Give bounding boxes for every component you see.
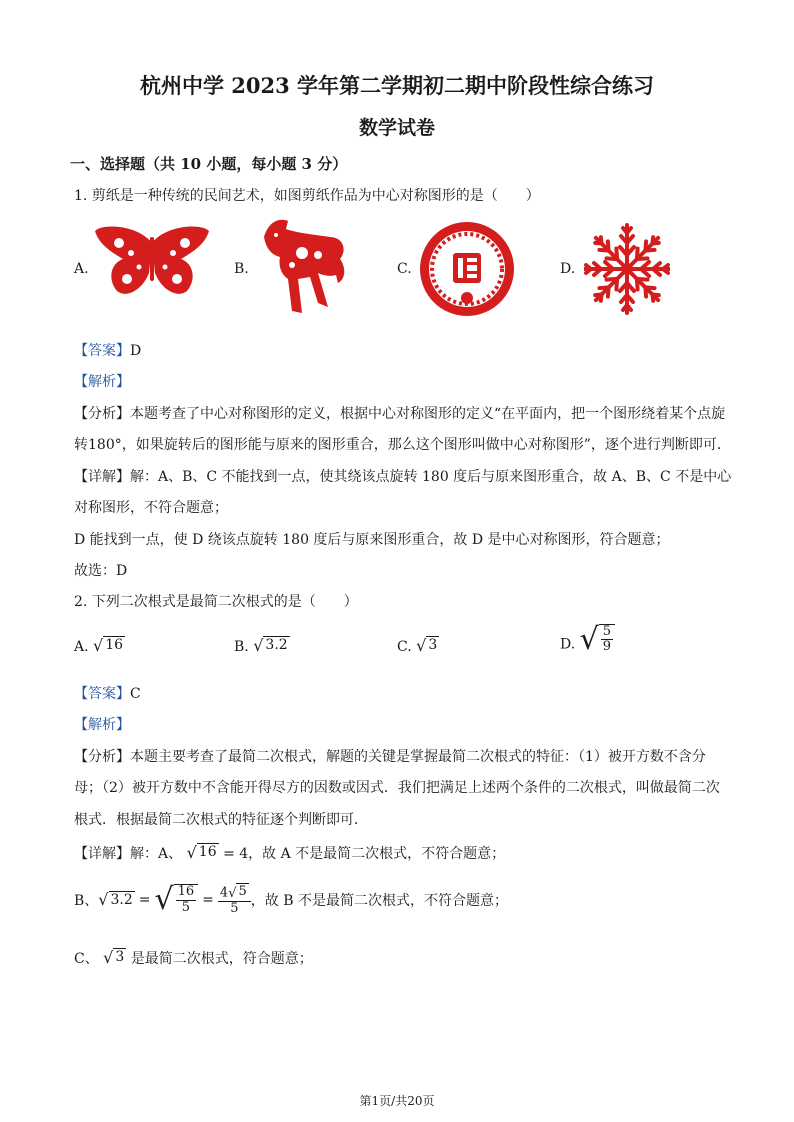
q1-fenxi-line-2: 转180°，如果旋转后的图形能与原来的图形重合，那么这个图形叫做中心对称图形”，逐个进行判断即可． <box>74 437 731 453</box>
q1-fenxi-line-1 <box>74 403 725 423</box>
q2-fenxi-line-2: 母；（2）被开方数中不含能开得尽方的因数或因式．我们把满足上述两个条件的二次根式，叫做最简二次 <box>74 780 720 796</box>
numerator: 16 <box>177 884 195 900</box>
q1-option-a-label: A. <box>74 261 89 277</box>
q2-detail-b <box>74 883 508 916</box>
butterfly-papercut-icon <box>93 223 211 303</box>
q1-analysis-tag <box>74 371 130 391</box>
q2-option-b <box>234 636 290 655</box>
horse-papercut-icon <box>258 215 350 321</box>
fraction <box>176 885 197 915</box>
q1-detail-line-3: D 能找到一点，使 D 绕该点旋转 180 度后与原来图形重合，故 D 是中心对称图形，符合题意； <box>74 532 670 548</box>
q1-option-d-label: D. <box>560 261 576 277</box>
equals-sign: = <box>202 891 214 908</box>
numerator: 5 <box>602 624 612 639</box>
radicand: 3.2 <box>265 637 288 653</box>
sqrt-expression: √ 3.2 <box>253 635 288 655</box>
sqrt-expression: √ 5 <box>228 884 247 901</box>
section-heading: 一、选择题（共 10 小题，每小题 3 分） <box>70 155 348 173</box>
equation-result: = 4 <box>223 846 249 862</box>
snowflake-papercut-icon <box>584 221 670 317</box>
answer-value: C <box>130 686 141 702</box>
coefficient: 4 <box>219 885 229 901</box>
question-2-stem: 2. 下列二次根式是最简二次根式的是（ ） <box>74 594 358 610</box>
sqrt-expression: √ $\frac{5}{9}$ <box>580 624 615 655</box>
q2-option-d <box>560 621 615 657</box>
fraction <box>601 625 613 655</box>
detail-tag: 【详解】 <box>74 469 130 485</box>
q2-option-a-label: A. <box>74 638 89 655</box>
detail-c-suffix: 是最简二次根式，符合题意； <box>130 951 313 967</box>
equals-sign: = <box>138 891 151 908</box>
q2-option-c <box>397 636 439 655</box>
detail-a-suffix: ，故 A 不是最简二次根式，不符合题意； <box>248 846 506 862</box>
detail-b-prefix: B、 <box>74 892 99 909</box>
radicand: 3 <box>428 637 438 653</box>
sqrt-expression: √ 3 <box>103 948 125 967</box>
q2-detail-a <box>74 843 505 863</box>
fenxi-text: 本题考查了中心对称图形的定义，根据中心对称图形的定义“在平面内，把一个图形绕着某个点旋 <box>130 406 726 422</box>
radicand: 16 <box>198 844 217 861</box>
sqrt-expression: √ $\frac{16}{5}$ <box>155 884 199 915</box>
detail-c-prefix: C、 <box>74 951 99 967</box>
sqrt-expression: √ 3.2 <box>98 890 133 910</box>
fu-character-papercut-icon <box>418 220 516 318</box>
q1-detail-line-1 <box>74 466 731 486</box>
radicand: 3 <box>115 949 125 966</box>
numerator <box>218 883 251 902</box>
q1-detail-line-4: 故选：D <box>74 563 128 579</box>
detail-tag: 【详解】 <box>74 846 130 862</box>
sqrt-expression: √ 16 <box>93 635 124 655</box>
detail-a-prefix: 解：A、 <box>130 846 183 862</box>
fenxi-text: 本题主要考查了最简二次根式，解题的关键是掌握最简二次根式的特征：（1）被开方数不含分 <box>130 749 706 765</box>
sqrt-expression: √ 3 <box>416 635 438 655</box>
answer-tag: 【答案】 <box>74 343 130 359</box>
denominator: 5 <box>181 899 191 915</box>
sqrt-expression: √ 16 <box>186 843 217 862</box>
fenxi-tag: 【分析】 <box>74 406 130 422</box>
q2-analysis-tag <box>74 714 130 734</box>
denominator: 5 <box>230 900 239 916</box>
fenxi-tag: 【分析】 <box>74 749 130 765</box>
q2-option-a <box>74 636 125 655</box>
analysis-tag: 【解析】 <box>74 374 130 390</box>
q2-answer <box>74 683 141 703</box>
q2-option-b-label: B. <box>234 638 249 655</box>
radicand: 5 <box>238 884 247 899</box>
question-1-stem: 1. 剪纸是一种传统的民间艺术，如图剪纸作品为中心对称图形的是（ ） <box>74 188 540 204</box>
page-title: 杭州中学 2023 学年第二学期初二期中阶段性综合练习 <box>139 73 655 98</box>
q2-fenxi-line-1 <box>74 746 706 766</box>
denominator: 9 <box>602 639 612 655</box>
page-footer: 第1页/共20页 <box>359 1094 435 1108</box>
detail-text: 解：A、B、C 不能找到一点，使其绕该点旋转 180 度后与原来图形重合，故 A、B、C 不是中心 <box>130 469 732 485</box>
radicand: 3.2 <box>110 891 133 908</box>
q1-detail-line-2: 对称图形，不符合题意； <box>74 500 228 516</box>
answer-value: D <box>130 343 142 359</box>
answer-tag: 【答案】 <box>74 686 130 702</box>
detail-b-suffix: ，故 B 不是最简二次根式，不符合题意； <box>250 892 508 909</box>
q2-option-d-label: D. <box>560 636 576 653</box>
q2-detail-c <box>74 948 313 968</box>
analysis-tag: 【解析】 <box>74 717 130 733</box>
page-subtitle: 数学试卷 <box>358 117 435 139</box>
radicand: 16 <box>105 637 124 653</box>
q1-option-b-label: B. <box>234 261 249 277</box>
fraction <box>218 883 251 916</box>
q2-fenxi-line-3: 根式．根据最简二次根式的特征逐个判断即可． <box>74 812 368 828</box>
q2-option-c-label: C. <box>397 638 412 655</box>
q1-option-c-label: C. <box>397 261 412 277</box>
q1-answer <box>74 340 141 360</box>
